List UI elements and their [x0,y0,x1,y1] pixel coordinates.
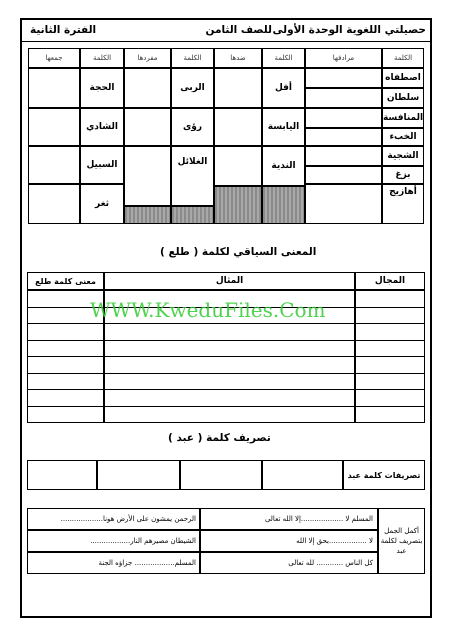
context-cell-8-3[interactable] [27,406,104,424]
context-cell-1-1[interactable] [355,290,425,308]
singular-answer-1[interactable] [124,68,171,108]
sentence-6[interactable]: المسلم.................. جزاؤه الجنة [27,552,200,574]
plural-answer-2[interactable] [28,108,80,146]
context-cell-6-3[interactable] [27,373,104,391]
conjugation-answer-4[interactable] [27,460,97,490]
context-header-example: المثال [104,272,355,290]
header-word-4: الكلمة [80,48,124,68]
synonym-answer-4[interactable] [305,128,382,146]
singular-word-3: الغلائل [171,146,214,206]
context-cell-6-1[interactable] [355,373,425,391]
synonym-answer-7[interactable] [305,184,382,224]
gray-filler-2 [214,186,262,224]
context-header-field: المجال [355,272,425,290]
header-word-2: الكلمة [262,48,305,68]
synonym-word-5: الشجية [382,146,424,166]
plural-answer-4[interactable] [28,184,80,224]
synonym-answer-2[interactable] [305,88,382,108]
context-title: المعنى السياقي لكلمة ( طلع ) [160,246,317,258]
synonym-word-7: أهازيج [382,184,424,224]
plural-answer-3[interactable] [28,146,80,184]
plural-answer-1[interactable] [28,68,80,108]
context-cell-8-2[interactable] [104,406,355,424]
header-divider [22,41,430,42]
opposite-word-1: أفل [262,68,305,108]
context-cell-5-3[interactable] [27,356,104,374]
page-title: حصيلتي اللغوية الوحدة الأولى [272,24,426,36]
header-singular: مفردها [124,48,171,68]
watermark: WWW.KweduFiles.Com [90,298,326,322]
page-header [22,22,430,40]
context-cell-4-2[interactable] [104,340,355,358]
context-header-meaning: معنى كلمة طلع [27,272,104,290]
sentence-2[interactable]: ...................الرحمن يمشون على الأرض هونا [27,508,200,530]
synonym-word-2: سلطان [382,88,424,108]
term-label: الفترة الثانية [30,24,97,36]
header-plural: جمعها [28,48,80,68]
synonym-answer-6[interactable] [305,166,382,184]
opposite-word-2: اليابسة [262,108,305,146]
plural-word-3: السبيل [80,146,124,184]
singular-answer-3[interactable] [124,146,171,206]
conjugation-answer-3[interactable] [97,460,180,490]
synonym-word-6: بزغ [382,166,424,184]
synonym-word-3: المنافسة [382,108,424,128]
singular-answer-2[interactable] [124,108,171,146]
sentence-3[interactable]: لا .................بحق إلا الله [200,530,378,552]
context-cell-8-1[interactable] [355,406,425,424]
plural-word-1: الحجة [80,68,124,108]
plural-word-2: الشادي [80,108,124,146]
gray-filler-1 [262,186,305,224]
header-word-3: الكلمة [171,48,214,68]
header-word-1: الكلمة [382,48,424,68]
opposite-answer-2[interactable] [214,108,262,146]
synonym-answer-3[interactable] [305,108,382,128]
gray-filler-3 [171,206,214,224]
grade-label: للصف الثامن [205,24,272,36]
context-cell-7-2[interactable] [104,389,355,407]
context-cell-3-1[interactable] [355,323,425,341]
header-opposite: ضدها [214,48,262,68]
synonym-word-1: اصطفاه [382,68,424,88]
context-cell-3-3[interactable] [27,323,104,341]
sentence-4[interactable]: ..................الشيطان مصيرهم النار [27,530,200,552]
singular-word-1: الربى [171,68,214,108]
context-cell-4-1[interactable] [355,340,425,358]
context-cell-5-2[interactable] [104,356,355,374]
synonym-word-4: الخبء [382,128,424,146]
synonym-answer-5[interactable] [305,146,382,166]
gray-filler-4 [124,206,171,224]
opposite-answer-1[interactable] [214,68,262,108]
opposite-answer-3[interactable] [214,146,262,186]
context-cell-4-3[interactable] [27,340,104,358]
complete-label: أكمل الجمل بتصريف لكلمة عبد [378,508,425,574]
header-synonym: مرادفها [305,48,382,68]
context-cell-2-1[interactable] [355,307,425,325]
plural-word-4: ثغر [80,184,124,224]
opposite-word-3: الندية [262,146,305,186]
conjugation-answer-1[interactable] [262,460,343,490]
singular-word-2: رؤى [171,108,214,146]
sentence-1[interactable]: المسلم لا ...................إلا الله تعالى [200,508,378,530]
conjugation-label: تصريفات كلمة عبد [343,460,425,490]
context-cell-6-2[interactable] [104,373,355,391]
sentence-5[interactable]: كل الناس ............ لله تعالى [200,552,378,574]
context-cell-5-1[interactable] [355,356,425,374]
context-cell-7-3[interactable] [27,389,104,407]
conjugation-answer-2[interactable] [180,460,262,490]
context-cell-3-2[interactable] [104,323,355,341]
context-cell-7-1[interactable] [355,389,425,407]
conjugation-title: تصريف كلمة ( عبد ) [168,432,271,444]
synonym-answer-1[interactable] [305,68,382,88]
